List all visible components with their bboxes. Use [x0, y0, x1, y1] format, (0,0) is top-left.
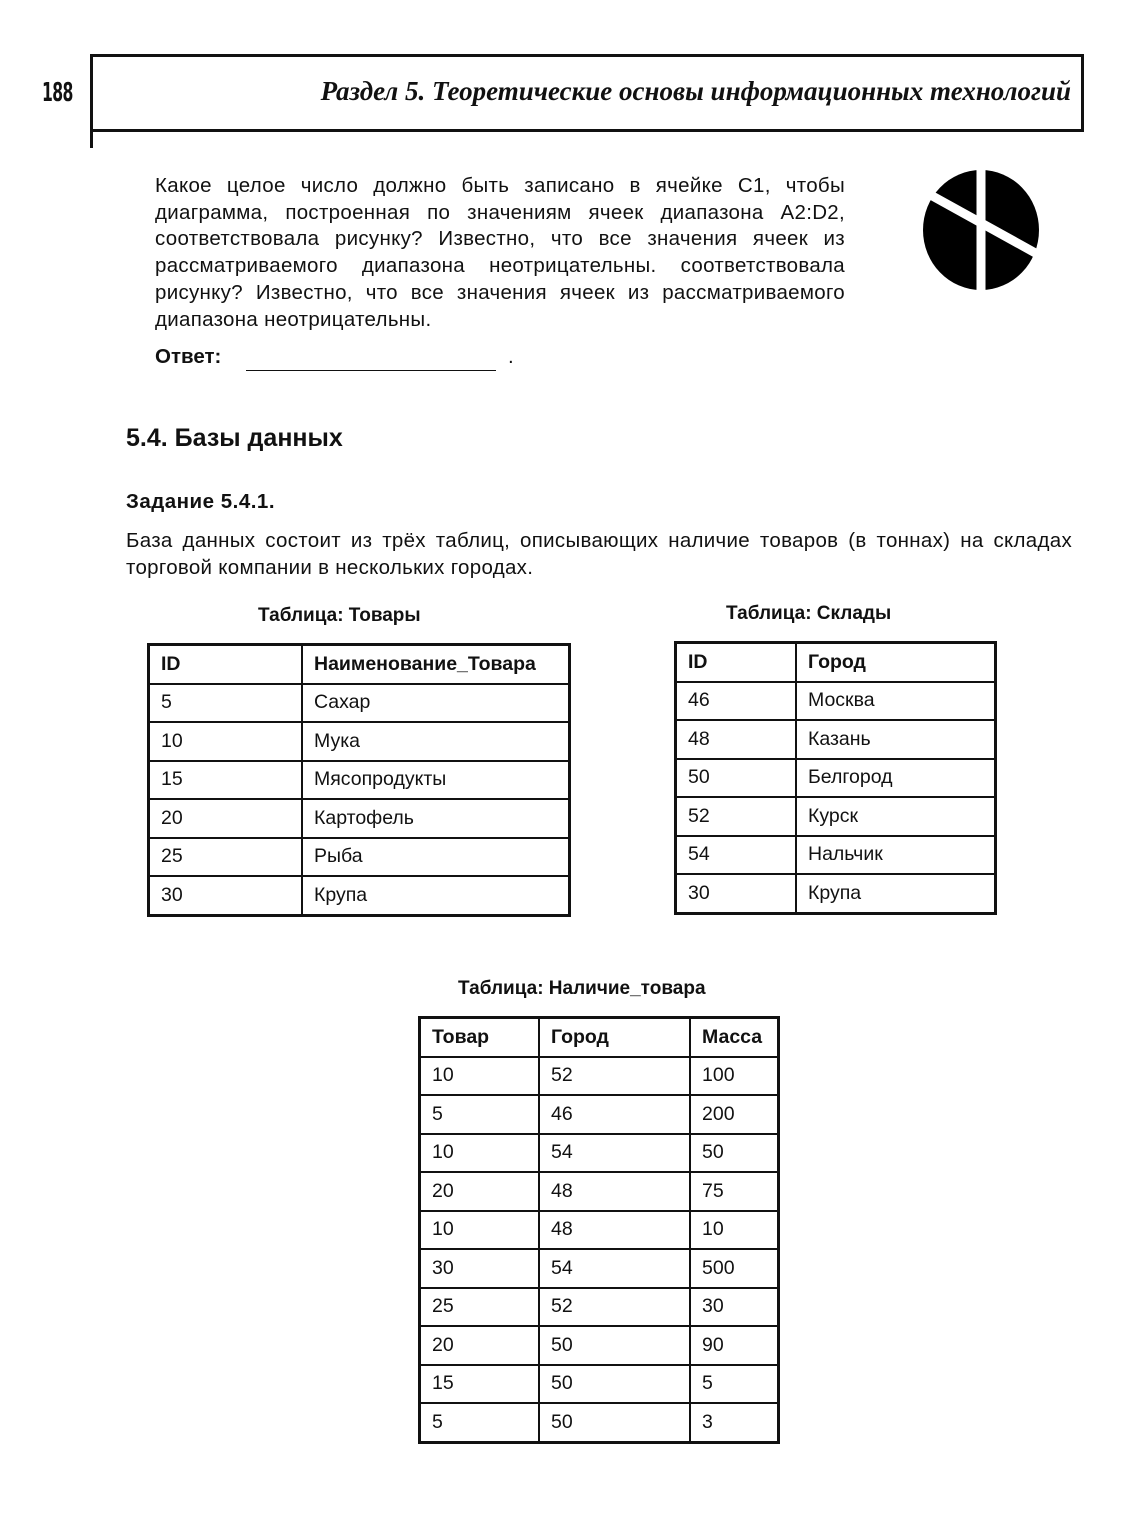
- answer-blank[interactable]: [246, 370, 496, 371]
- table-row: [676, 836, 996, 875]
- table-cell: 50: [539, 1403, 690, 1442]
- table-row: [676, 682, 996, 721]
- section-header-title: Раздел 5. Теоретические основы информационных технологий: [320, 76, 1071, 106]
- table-cell: 46: [676, 682, 797, 721]
- table-row: [420, 1211, 779, 1250]
- table-cell: 5: [420, 1095, 540, 1134]
- table-cell: 54: [539, 1249, 690, 1288]
- table-cell: 30: [690, 1288, 779, 1327]
- table-cell: 52: [676, 797, 797, 836]
- table-cell: Крупа: [796, 874, 996, 913]
- table-cell: 10: [149, 722, 303, 761]
- table-cell: 50: [539, 1365, 690, 1404]
- table-cell: 5: [690, 1365, 779, 1404]
- task-heading: Задание 5.4.1.: [126, 490, 276, 513]
- table-cell: 5: [420, 1403, 540, 1442]
- table-header-row: [149, 645, 570, 684]
- column-header: Товар: [420, 1018, 540, 1057]
- column-header: Город: [539, 1018, 690, 1057]
- column-header: Масса: [690, 1018, 779, 1057]
- table-cell: 3: [690, 1403, 779, 1442]
- table-row: [420, 1057, 779, 1096]
- table-row: [420, 1403, 779, 1442]
- table-row: [149, 876, 570, 915]
- header-rule: [90, 126, 93, 148]
- table-row: [420, 1365, 779, 1404]
- table-cell: Мука: [302, 722, 570, 761]
- table-cell: Белгород: [796, 759, 996, 798]
- table-stock: [418, 1016, 780, 1444]
- table-row: [149, 761, 570, 800]
- table-cell: Сахар: [302, 684, 570, 723]
- table-row: [420, 1134, 779, 1173]
- section-heading: 5.4. Базы данных: [126, 424, 343, 452]
- table-caption-stock: Таблица: Наличие_товара: [458, 978, 706, 999]
- table-row: [676, 874, 996, 913]
- table-row: [149, 799, 570, 838]
- table-cell: 10: [420, 1134, 540, 1173]
- table-cell: 48: [539, 1172, 690, 1211]
- table-row: [676, 797, 996, 836]
- table-cell: 75: [690, 1172, 779, 1211]
- table-cell: 90: [690, 1326, 779, 1365]
- table-cell: Мясопродукты: [302, 761, 570, 800]
- table-cell: 100: [690, 1057, 779, 1096]
- question-text: Какое целое число должно быть записано в ячейке C1, чтобы диаграмма, построенная по значениям ячеек диапазона A2:D2, соответствовала рисунку? Известно, что все значения ячеек из рассматриваемого диапазона неотрицательны. соответствовала рисунку? Известно, что все значения ячеек из рассматриваемого диапазона неотрицательны.: [155, 174, 845, 331]
- table-cell: 5: [149, 684, 303, 723]
- table-cell: 25: [149, 838, 303, 877]
- table-cell: 30: [676, 874, 797, 913]
- table-cell: 54: [676, 836, 797, 875]
- table-cell: 48: [539, 1211, 690, 1250]
- table-cell: 500: [690, 1249, 779, 1288]
- table-cell: Москва: [796, 682, 996, 721]
- table-cell: 50: [539, 1326, 690, 1365]
- table-cell: 48: [676, 720, 797, 759]
- table-caption-goods: Таблица: Товары: [258, 605, 421, 626]
- table-cell: 20: [149, 799, 303, 838]
- table-cell: Крупа: [302, 876, 570, 915]
- table-cell: 50: [676, 759, 797, 798]
- table-cell: Картофель: [302, 799, 570, 838]
- table-cell: 25: [420, 1288, 540, 1327]
- table-caption-warehouses: Таблица: Склады: [726, 603, 892, 624]
- table-cell: 54: [539, 1134, 690, 1173]
- column-header: Наименование_Товара: [302, 645, 570, 684]
- answer-period: .: [508, 345, 514, 368]
- page-number: 188: [42, 78, 73, 108]
- table-header-row: [420, 1018, 779, 1057]
- column-header: ID: [676, 643, 797, 682]
- table-cell: 15: [149, 761, 303, 800]
- table-cell: 200: [690, 1095, 779, 1134]
- table-cell: 20: [420, 1172, 540, 1211]
- table-row: [420, 1288, 779, 1327]
- pie-chart-figure: [918, 168, 1048, 298]
- table-cell: 46: [539, 1095, 690, 1134]
- table-row: [420, 1172, 779, 1211]
- table-row: [420, 1249, 779, 1288]
- table-row: [420, 1326, 779, 1365]
- table-row: [149, 838, 570, 877]
- task-description: База данных состоит из трёх таблиц, описывающих наличие товаров (в тоннах) на складах торговой компании в нескольких городах.: [126, 529, 1072, 579]
- column-header: Город: [796, 643, 996, 682]
- table-cell: 20: [420, 1326, 540, 1365]
- table-cell: 52: [539, 1057, 690, 1096]
- table-cell: Нальчик: [796, 836, 996, 875]
- table-header-row: [676, 643, 996, 682]
- table-cell: 52: [539, 1288, 690, 1327]
- table-row: [676, 759, 996, 798]
- table-cell: Курск: [796, 797, 996, 836]
- table-cell: 10: [420, 1211, 540, 1250]
- table-row: [149, 722, 570, 761]
- table-cell: 15: [420, 1365, 540, 1404]
- table-goods: [147, 643, 571, 917]
- table-row: [420, 1095, 779, 1134]
- table-cell: Казань: [796, 720, 996, 759]
- column-header: ID: [149, 645, 303, 684]
- table-warehouses: [674, 641, 997, 915]
- answer-label: Ответ:: [155, 345, 222, 368]
- table-cell: 30: [420, 1249, 540, 1288]
- table-row: [149, 684, 570, 723]
- table-cell: 50: [690, 1134, 779, 1173]
- table-row: [676, 720, 996, 759]
- table-cell: 10: [690, 1211, 779, 1250]
- table-cell: 10: [420, 1057, 540, 1096]
- table-cell: 30: [149, 876, 303, 915]
- table-cell: Рыба: [302, 838, 570, 877]
